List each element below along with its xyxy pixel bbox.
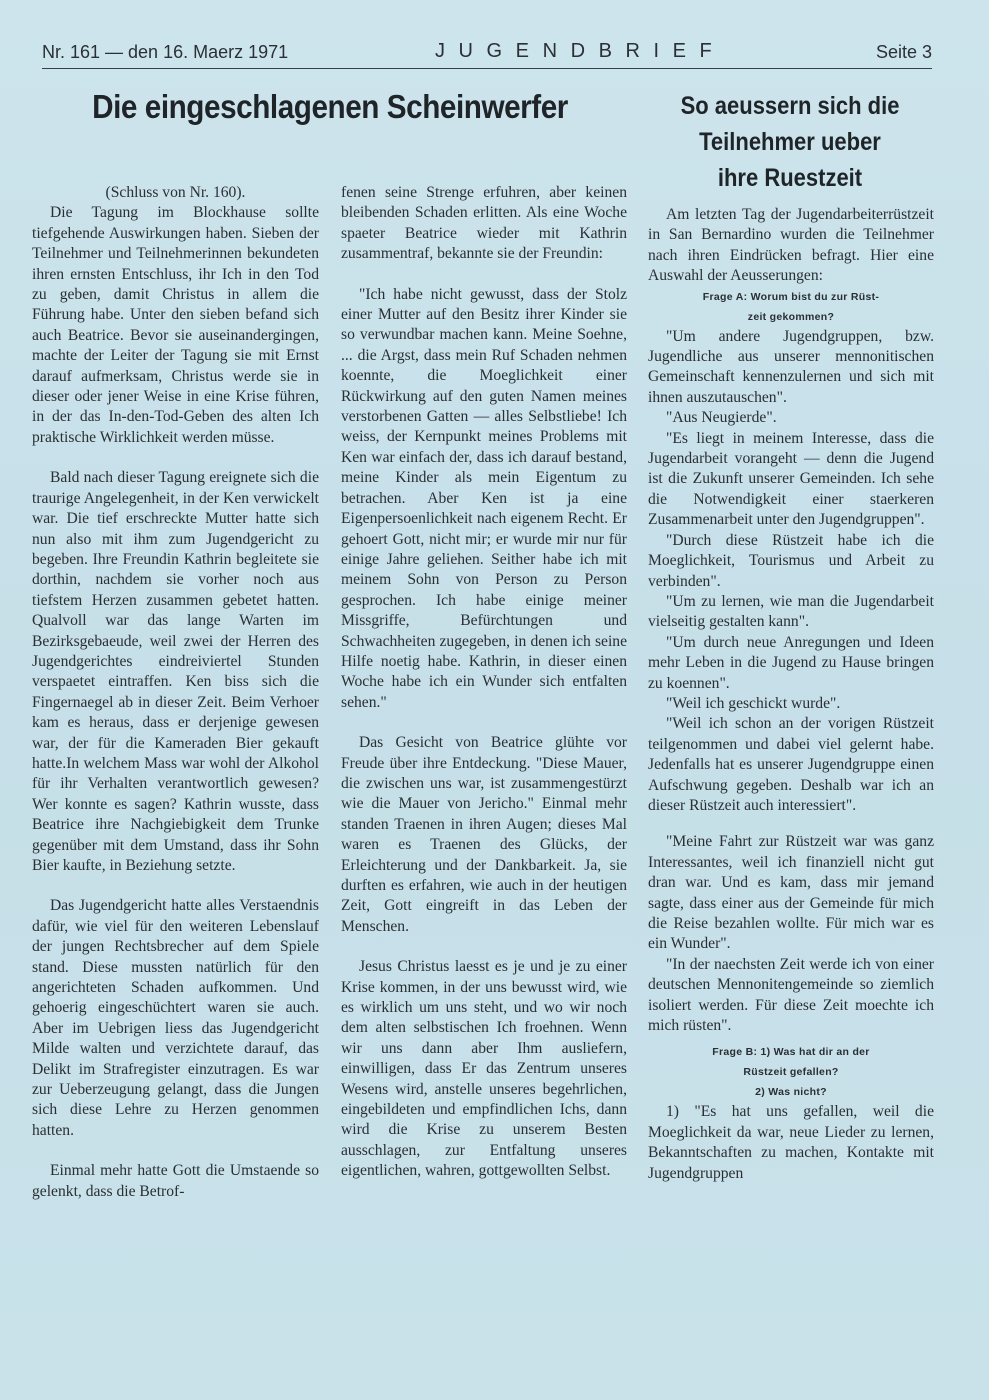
answer: "Um andere Jugendgruppen, bzw. Jugendliche aus unserer mennonitischen Gemeinschaft kennenzulernen und sich mit ihnen auszutauschen". — [648, 327, 934, 406]
intro-paragraph: Am letzten Tag der Jugendarbeiterrüstzeit in San Bernardino wurden die Teilnehmer nach ihren Eindrücken befragt. Hier eine Auswahl der Aeusserungen: — [648, 206, 934, 285]
sidebar-headline — [662, 88, 917, 196]
question-a — [648, 287, 934, 327]
paragraph: Jesus Christus laesst es je und je zu einer Krise kommen, in der uns bewusst wird, wie es wirklich um uns steht, und wo wir noch dem alten selbstischen Ich froehnen. Wenn wir uns dann aber Ihm ausliefern, einwilligen, dass Er das Zentrum unseres Wesens wird, anstelle unseres begehrlichen, eingebildeten und empfindlichen Ichs, dann wird die Krise zu unserem Besten ausschlagen, zur Entfaltung unseres eigentlichen, wahren, gottgewollten Selbst. — [341, 958, 627, 1180]
issue-info: Nr. 161 — den 16. Maerz 1971 — [42, 42, 289, 62]
question-b-line: 2) Was nicht? — [755, 1086, 827, 1099]
article-headline: Die eingeschlagenen Scheinwerfer — [92, 88, 568, 125]
answer: "Um durch neue Anregungen und Ideen mehr Leben in die Jugend zu Hause bringen zu koennen". — [648, 633, 934, 692]
masthead — [42, 40, 932, 69]
answer: "In der naechsten Zeit werde ich von einer deutschen Mennonitengemeinde so ziemlich isoliert werden. Für diese Zeit moechte ich mich rüsten". — [648, 955, 934, 1035]
paragraph: "Ich habe nicht gewusst, dass der Stolz einer Mutter auf den Besitz ihrer Kinder sie so verwundbar machen kann. Meine Soehne, ... die Argst, dass mein Ruf Schaden nehmen koennte, die Moeglichkeit einer Rückwirkung auf den guten Namen meines verstorbenen Gatten — alles Selbstliebe! Ich weiss, der Kernpunkt meines Problems mit Ken war einfach der, dass ich darauf bestand, meine Kinder als mein Eigentum zu betrachen. Aber Ken ist ja eine Eigenpersoenlichkeit nach eigenem Recht. Er gehoert Gott, nicht mir; er wurde mir nur für einige Jahre geliehen. Seither habe ich mit meinem Sohn von Person zu Person gesprochen. Ich habe einige meiner Missgriffe, Befürchtungen und Schwachheiten zugegeben, in denen ich seine Hilfe noetig habe. Kathrin, in dieser einen Woche habe ich ein Wunder sich entfalten sehen." — [341, 285, 627, 711]
answer: "Meine Fahrt zur Rüstzeit war was ganz Interessantes, weil ich finanziell nicht gut dran war. Und es kam, dass mir jemand sagte, dass einer aus der Gemeinde für mich die Reise bezahlen wollte. Für mich war es ein Wunder". — [648, 833, 934, 953]
publication-title: J U G E N D B R I E F — [435, 40, 716, 62]
paragraph: Bald nach dieser Tagung ereignete sich die traurige Angelegenheit, in der Ken verwickelt war. Die tief erschreckte Mutter hatte sich nun also mit ihm zum Jugendgericht zu begeben. Ihre Freundin Kathrin begleitete sie dorthin, nachdem sie vorher noch aus tiefstem Herzen zusammen gebetet hatten. Qualvoll war das lange Warten im Bezirksgebaeude, weil zwei der Herren des Jugendgerichtes eindreiviertel Stunden verspaetet eintraffen. Ken biss sich die Fingernaegel ab in dieser Zeit. Beim Verhoer kam es heraus, dass er derjenige gewesen war, der für die Kameraden Bier gekauft hatte.In welchem Mass war wohl der Alkohol für ihr Verhalten verantwortlich gewesen? Wer konnte es sagen? Kathrin wusste, dass Beatrice ihre Nachgiebigkeit dem Trunke gegenüber mit dem Umstand, dass ihr Sohn Bier kaufte, in Beziehung setzte. — [32, 469, 319, 874]
answer: "Weil ich schon an der vorigen Rüstzeit teilgenommen und dabei viel gelernt habe. Jedenfalls hat es unserer Jugendgruppe einen Aufschwung gegeben. Deshalb war ich an dieser Rüstzeit auch interessiert". — [648, 715, 934, 814]
continuation-note: (Schluss von Nr. 160). — [105, 184, 246, 201]
sidebar-headline-line: ihre Ruestzeit — [717, 164, 863, 192]
answer: "Aus Neugierde". — [666, 409, 777, 427]
answer: "Um zu lernen, wie man die Jugendarbeit vielseitig gestalten kann". — [648, 592, 934, 631]
question-b-line: Rüstzeit gefallen? — [743, 1066, 839, 1079]
answer: 1) "Es hat uns gefallen, weil die Moeglichkeit da war, neue Lieder zu lernen, Bekanntschaften zu machen, Kontakte mit Jugendgruppen — [648, 1103, 934, 1182]
sidebar-column — [648, 205, 934, 1184]
sidebar-headline-line: So aeussern sich die — [680, 92, 900, 120]
question-b — [648, 1042, 934, 1102]
article-column-2 — [341, 183, 627, 1182]
paragraph: Das Jugendgericht hatte alles Verstaendnis dafür, wie viel für den weiteren Lebenslauf der jungen Rechtsbrecher auf dem Spiele stand. Diese mussten natürlich für den angerichteten Schaden aufkommen. Und gehoerig eingeschüchtert waren sie auch. Aber im Uebrigen liess das Jugendgericht Milde walten und verzichtete darauf, das Delikt im Strafregister einzutragen. Es war zur Ueberzeugung gelangt, dass die Jungen sich diese Lehre zu Herzen genommen hatten. — [32, 897, 319, 1139]
page-number: Seite 3 — [875, 42, 932, 62]
answer: "Durch diese Rüstzeit habe ich die Moeglichkeit, Tourismus und Arbeit zu verbinden". — [648, 531, 934, 590]
question-b-line: Frage B: 1) Was hat dir an der — [712, 1046, 870, 1059]
article-column-1 — [32, 183, 319, 1202]
sidebar-headline-line: Teilnehmer ueber — [699, 128, 881, 156]
question-a-line: Frage A: Worum bist du zur Rüst- — [702, 290, 880, 303]
paragraph: Einmal mehr hatte Gott die Umstaende so gelenkt, dass die Betrof- — [32, 1162, 319, 1200]
paragraph: fenen seine Strenge erfuhren, aber keinen bleibenden Schaden erlitten. Als eine Woche spaeter Beatrice wieder mit Kathrin zusammentraf, bekannte sie der Freundin: — [341, 184, 627, 263]
question-a-line: zeit gekommen? — [747, 310, 835, 323]
paragraph: Das Gesicht von Beatrice glühte vor Freude über ihre Entdeckung. "Diese Mauer, die zwischen uns war, ist zusammengestürzt wie die Mauer von Jericho." Einmal mehr standen Traenen in ihren Augen; dieses Mal waren es Traenen des Glücks, der Erleichterung und der Dankbarkeit. Ja, sie durften es erfahren, wie auch in der heutigen Zeit, Gott eingreift in das Leben der Menschen. — [341, 734, 627, 935]
answer: "Es liegt in meinem Interesse, dass die Jugendarbeit vorangeht — denn die Jugend ist die Zukunft unserer Gemeinden. Ich sehe die Notwendigkeit einer staerkeren Zusammenarbeit unter den Jugendgruppen". — [648, 429, 934, 529]
answer: "Weil ich geschickt wurde". — [666, 694, 841, 712]
paragraph: Die Tagung im Blockhause sollte tiefgehende Auswirkungen haben. Sieben der Teilnehmer und Teilnehmerinnen bekundeten ihren ernsten Entschluss, ihr Ich in den Tod zu geben, damit Christus in allem die Führung habe. Unter den sieben befand sich auch Beatrice. Bevor sie auseinandergingen, machte der Leiter der Tagung sie mit Ernst darauf aufmerksam, Christus werde sie in dieser oder jener Weise in eine Krise führen, in der das In-den-Tod-Geben des alten Ich praktische Wirklichkeit werden müsse. — [32, 204, 319, 446]
